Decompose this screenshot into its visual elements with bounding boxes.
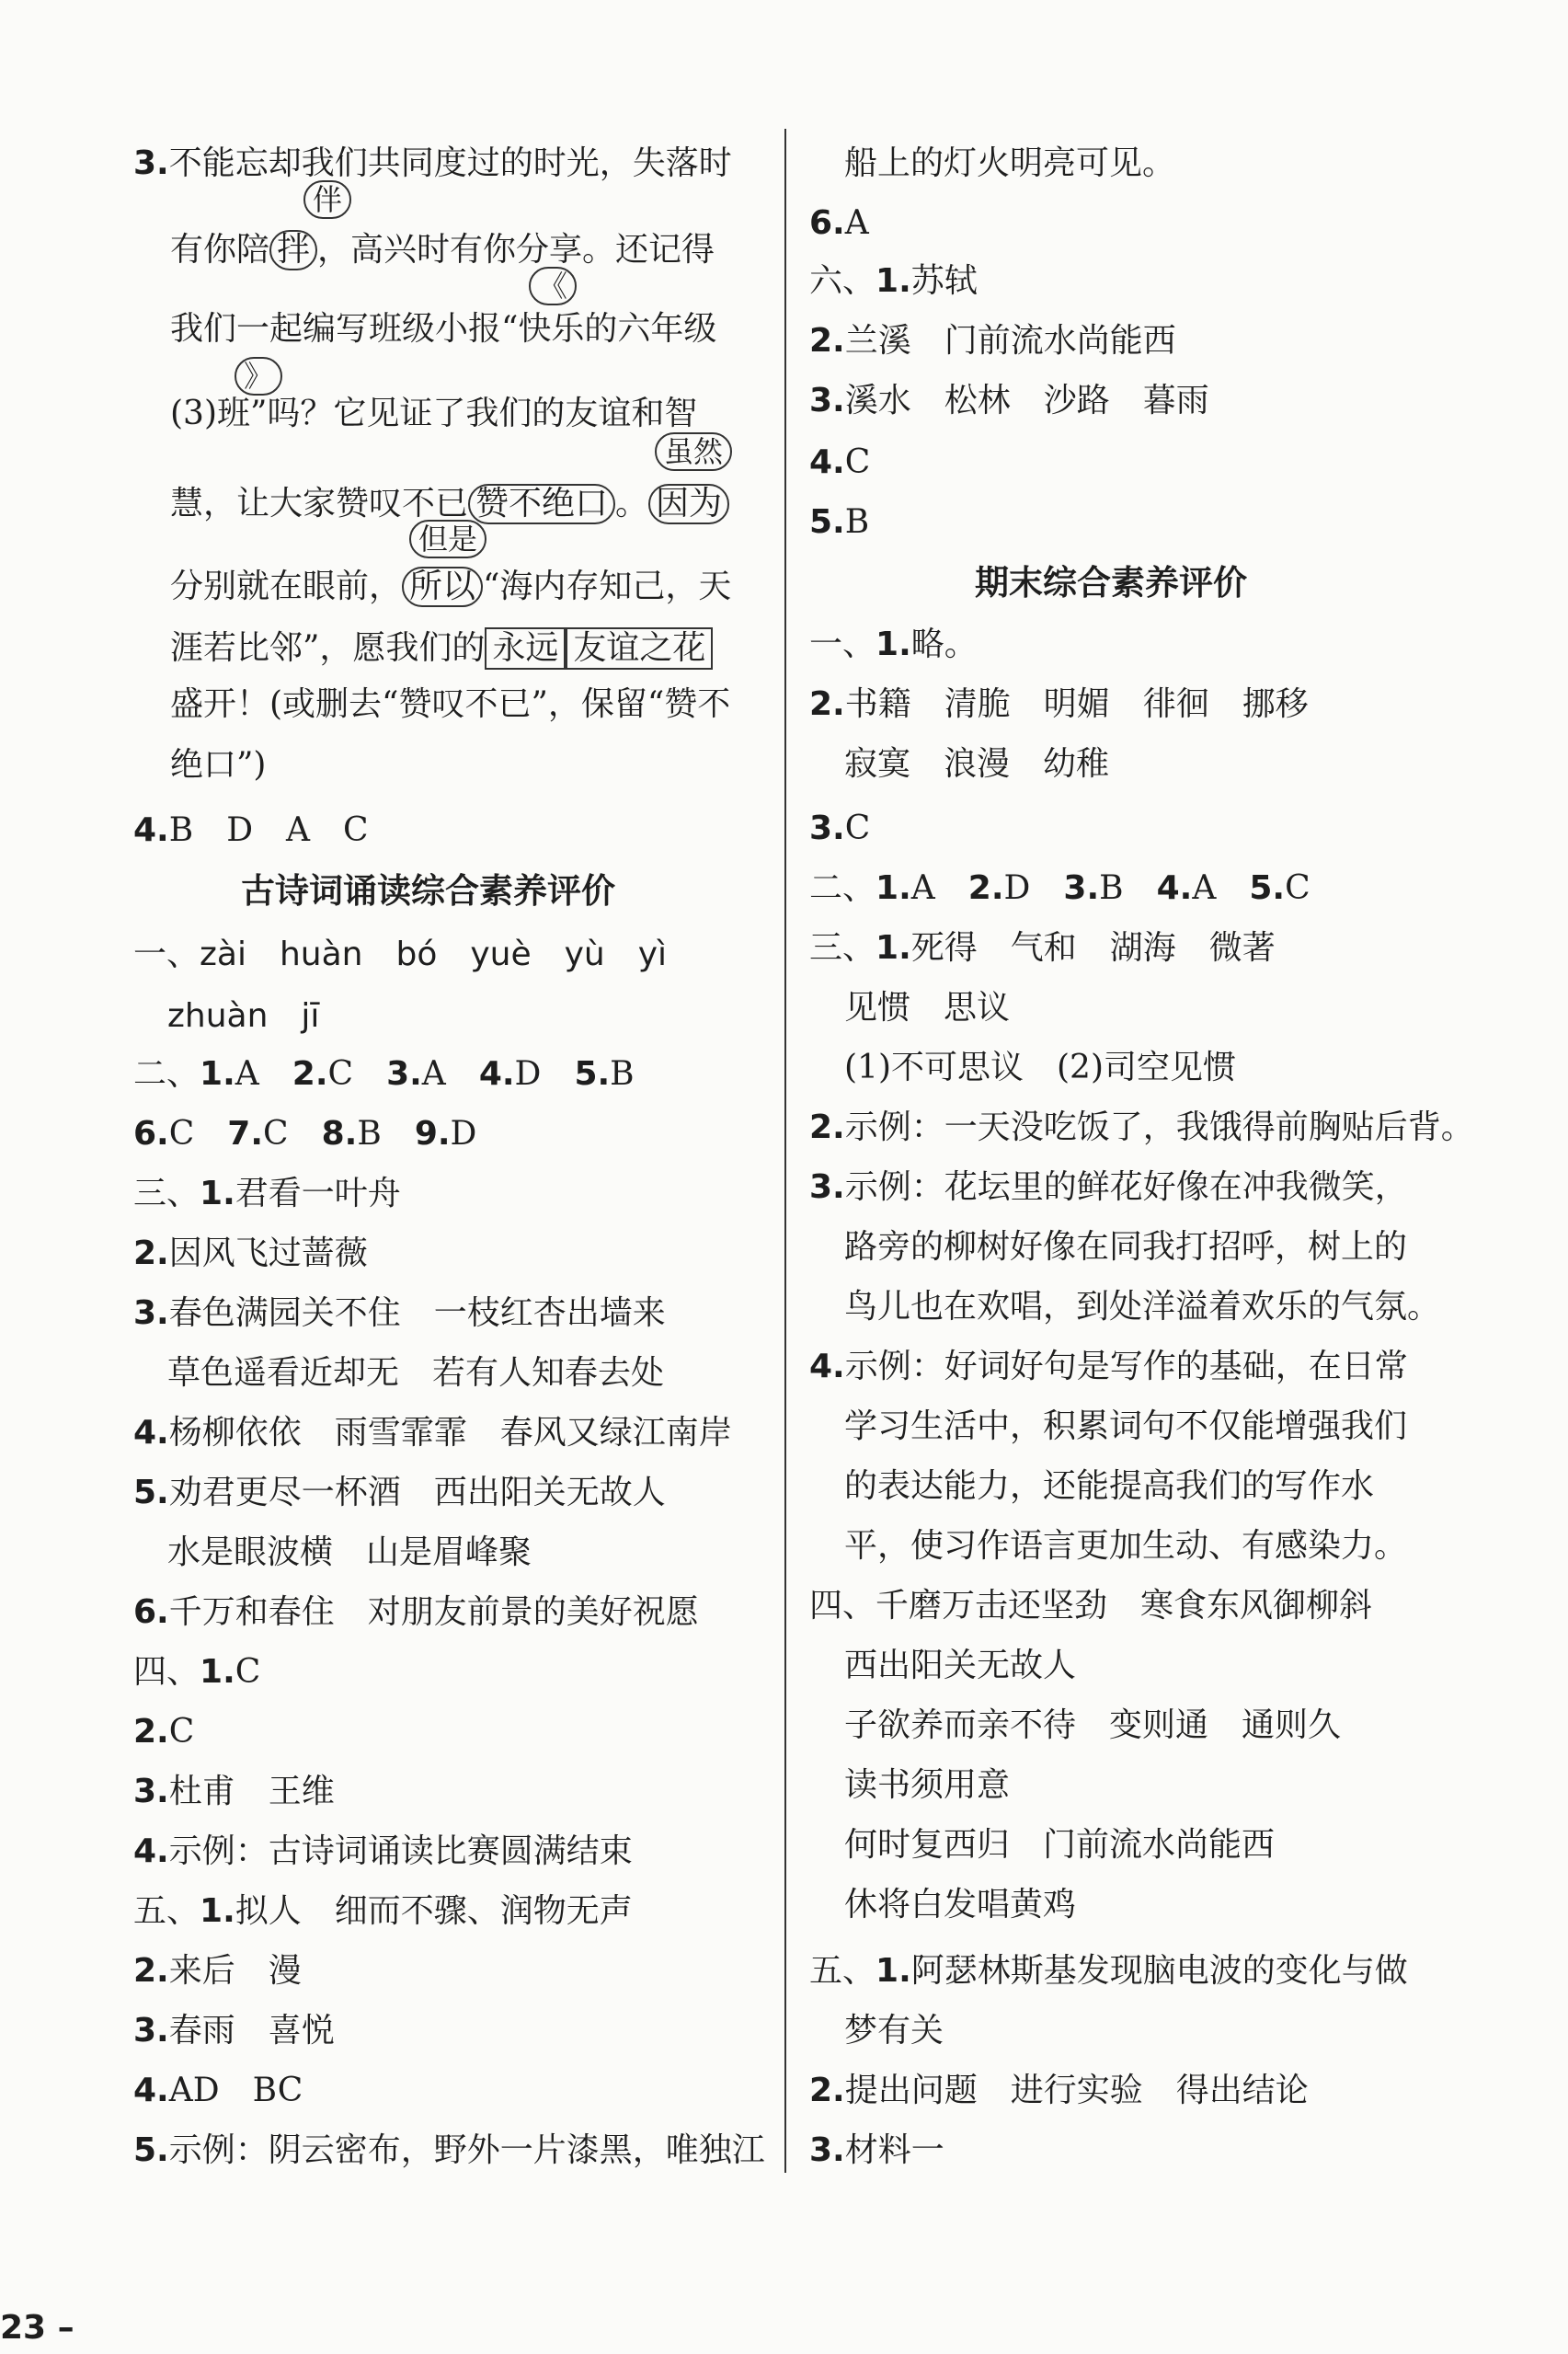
s6-q5: 5.B xyxy=(809,503,870,541)
insert-book-mark-open: 《 xyxy=(529,267,577,305)
p4-line-3: 子欲养而亲不待 变则通 通则久 xyxy=(844,1706,1342,1744)
s1-pinyin-line-2: zhuàn jī xyxy=(167,997,320,1035)
p4-line-1: 四、千磨万击还坚劲 寒食东风御柳斜 xyxy=(809,1587,1373,1625)
s3-q5-cont: 水是眼波横 山是眉峰聚 xyxy=(167,1533,532,1571)
s5-q3: 3.春雨 喜悦 xyxy=(133,2012,335,2050)
s2-line-1: 二、1.A 2.C 3.A 4.D 5.B xyxy=(133,1055,635,1093)
insert-although: 虽然 xyxy=(655,432,732,471)
right-continuation: 船上的灯火明亮可见。 xyxy=(844,144,1176,182)
correction-ban: 伴 xyxy=(303,180,351,219)
insert-book-mark-close: 》 xyxy=(235,357,282,396)
s4-q3: 3.杜甫 王维 xyxy=(133,1773,335,1810)
s5-q4: 4.AD BC xyxy=(133,2072,303,2109)
r-q6: 6.A xyxy=(809,204,869,242)
s3-q6: 6.千万和春住 对朋友前景的美好祝愿 xyxy=(133,1593,699,1631)
s1-pinyin-line-1: 一、zài huàn bó yuè yù yì xyxy=(133,936,668,973)
column-divider xyxy=(784,129,786,2173)
p4-line-4: 读书须用意 xyxy=(844,1766,1011,1804)
p3-q3-line-1: 3.示例：花坛里的鲜花好像在冲我微笑， xyxy=(809,1168,1408,1206)
s3-q3: 3.春色满园关不住 一枝红杏出墙来 xyxy=(133,1294,666,1332)
p3-q1-cont: 见惯 思议 xyxy=(844,989,1011,1027)
q3-line-5: 慧，让大家赞叹不已 赞不绝口 。 因为 xyxy=(170,484,729,524)
s5-q5: 5.示例：阴云密布，野外一片漆黑，唯独江 xyxy=(133,2131,765,2169)
heading-final-evaluation: 期末综合素养评价 xyxy=(975,563,1247,603)
p3-q4-line-2: 学习生活中，积累词句不仅能增强我们 xyxy=(844,1407,1408,1445)
q3-line-8: 盛开！(或删去“赞叹不已”，保留“赞不 xyxy=(170,685,731,723)
s3-q1: 三、1.君看一叶舟 xyxy=(133,1175,401,1212)
q3-line-7: 涯若比邻”，愿我们的 永远 友谊之花 xyxy=(170,627,713,670)
p5-q3: 3.材料一 xyxy=(809,2131,944,2169)
p5-q1: 五、1.阿瑟林斯基发现脑电波的变化与做 xyxy=(809,1952,1408,1990)
q3-line-3: 我们一起编写班级小报“快乐的六年级 xyxy=(170,310,717,348)
s6-q3: 3.溪水 松林 沙路 暮雨 xyxy=(809,382,1209,419)
s3-q2: 2.因风飞过蔷薇 xyxy=(133,1234,368,1272)
p3-q1-sub: (1)不可思议 (2)司空见惯 xyxy=(844,1049,1236,1086)
heading-poetry-evaluation: 古诗词诵读综合素养评价 xyxy=(241,871,615,911)
q3-line-1: 3.不能忘却我们共同度过的时光，失落时 xyxy=(133,144,732,182)
p1-q2-cont: 寂寞 浪漫 幼稚 xyxy=(844,745,1110,783)
s5-q2: 2.来后 漫 xyxy=(133,1952,302,1990)
p4-line-2: 西出阳关无故人 xyxy=(844,1647,1077,1684)
s4-q2: 2.C xyxy=(133,1713,195,1751)
p4-line-5: 何时复西归 门前流水尚能西 xyxy=(844,1826,1276,1864)
q3-line-4: (3)班”吗？它见证了我们的友谊和智 xyxy=(170,395,698,432)
s5-q1: 五、1.拟人 细而不骤、润物无声 xyxy=(133,1892,633,1930)
p1-q2: 2.书籍 清脆 明媚 徘徊 挪移 xyxy=(809,685,1309,723)
q3-line-6: 分别就在眼前， 所以 “海内存知己，天 xyxy=(170,568,732,605)
p3-q3-line-3: 鸟儿也在欢唱，到处洋溢着欢乐的气氛。 xyxy=(844,1288,1441,1326)
page-number: 23 – xyxy=(0,2309,74,2347)
q4-answer: 4.B D A C xyxy=(133,811,369,849)
s4-q1: 四、1.C xyxy=(133,1653,261,1691)
p5-q2: 2.提出问题 进行实验 得出结论 xyxy=(809,2072,1309,2109)
insert-but: 但是 xyxy=(409,520,486,558)
p1-q1: 一、1.略。 xyxy=(809,626,978,663)
p3-q4-line-4: 平，使习作语言更加生动、有感染力。 xyxy=(844,1527,1408,1565)
q3-line-2: 有你陪 拌 ，高兴时有你分享。还记得 xyxy=(170,231,715,269)
s6-q4: 4.C xyxy=(809,443,871,481)
s3-q3-cont: 草色遥看近却无 若有人知春去处 xyxy=(167,1354,665,1392)
s6-q1: 六、1.苏轼 xyxy=(809,262,978,300)
p3-q1: 三、1.死得 气和 湖海 微著 xyxy=(809,929,1276,967)
p3-q4-line-1: 4.示例：好词好句是写作的基础，在日常 xyxy=(809,1348,1408,1385)
p2-line: 二、1.A 2.D 3.B 4.A 5.C xyxy=(809,869,1310,907)
p5-q1-cont: 梦有关 xyxy=(844,2012,944,2050)
s3-q4: 4.杨柳依依 雨雪霏霏 春风又绿江南岸 xyxy=(133,1414,732,1452)
s4-q4: 4.示例：古诗词诵读比赛圆满结束 xyxy=(133,1832,633,1870)
p3-q3-line-2: 路旁的柳树好像在同我打招呼，树上的 xyxy=(844,1228,1408,1266)
p1-q3: 3.C xyxy=(809,810,871,847)
p4-line-6: 休将白发唱黄鸡 xyxy=(844,1886,1077,1923)
q3-line-9: 绝口”) xyxy=(170,746,267,784)
s2-line-2: 6.C 7.C 8.B 9.D xyxy=(133,1115,477,1153)
s3-q5: 5.劝君更尽一杯酒 西出阳关无故人 xyxy=(133,1474,666,1511)
p3-q2: 2.示例：一天没吃饭了，我饿得前胸贴后背。 xyxy=(809,1108,1474,1146)
p3-q4-line-3: 的表达能力，还能提高我们的写作水 xyxy=(844,1467,1375,1505)
s6-q2: 2.兰溪 门前流水尚能西 xyxy=(809,322,1176,360)
